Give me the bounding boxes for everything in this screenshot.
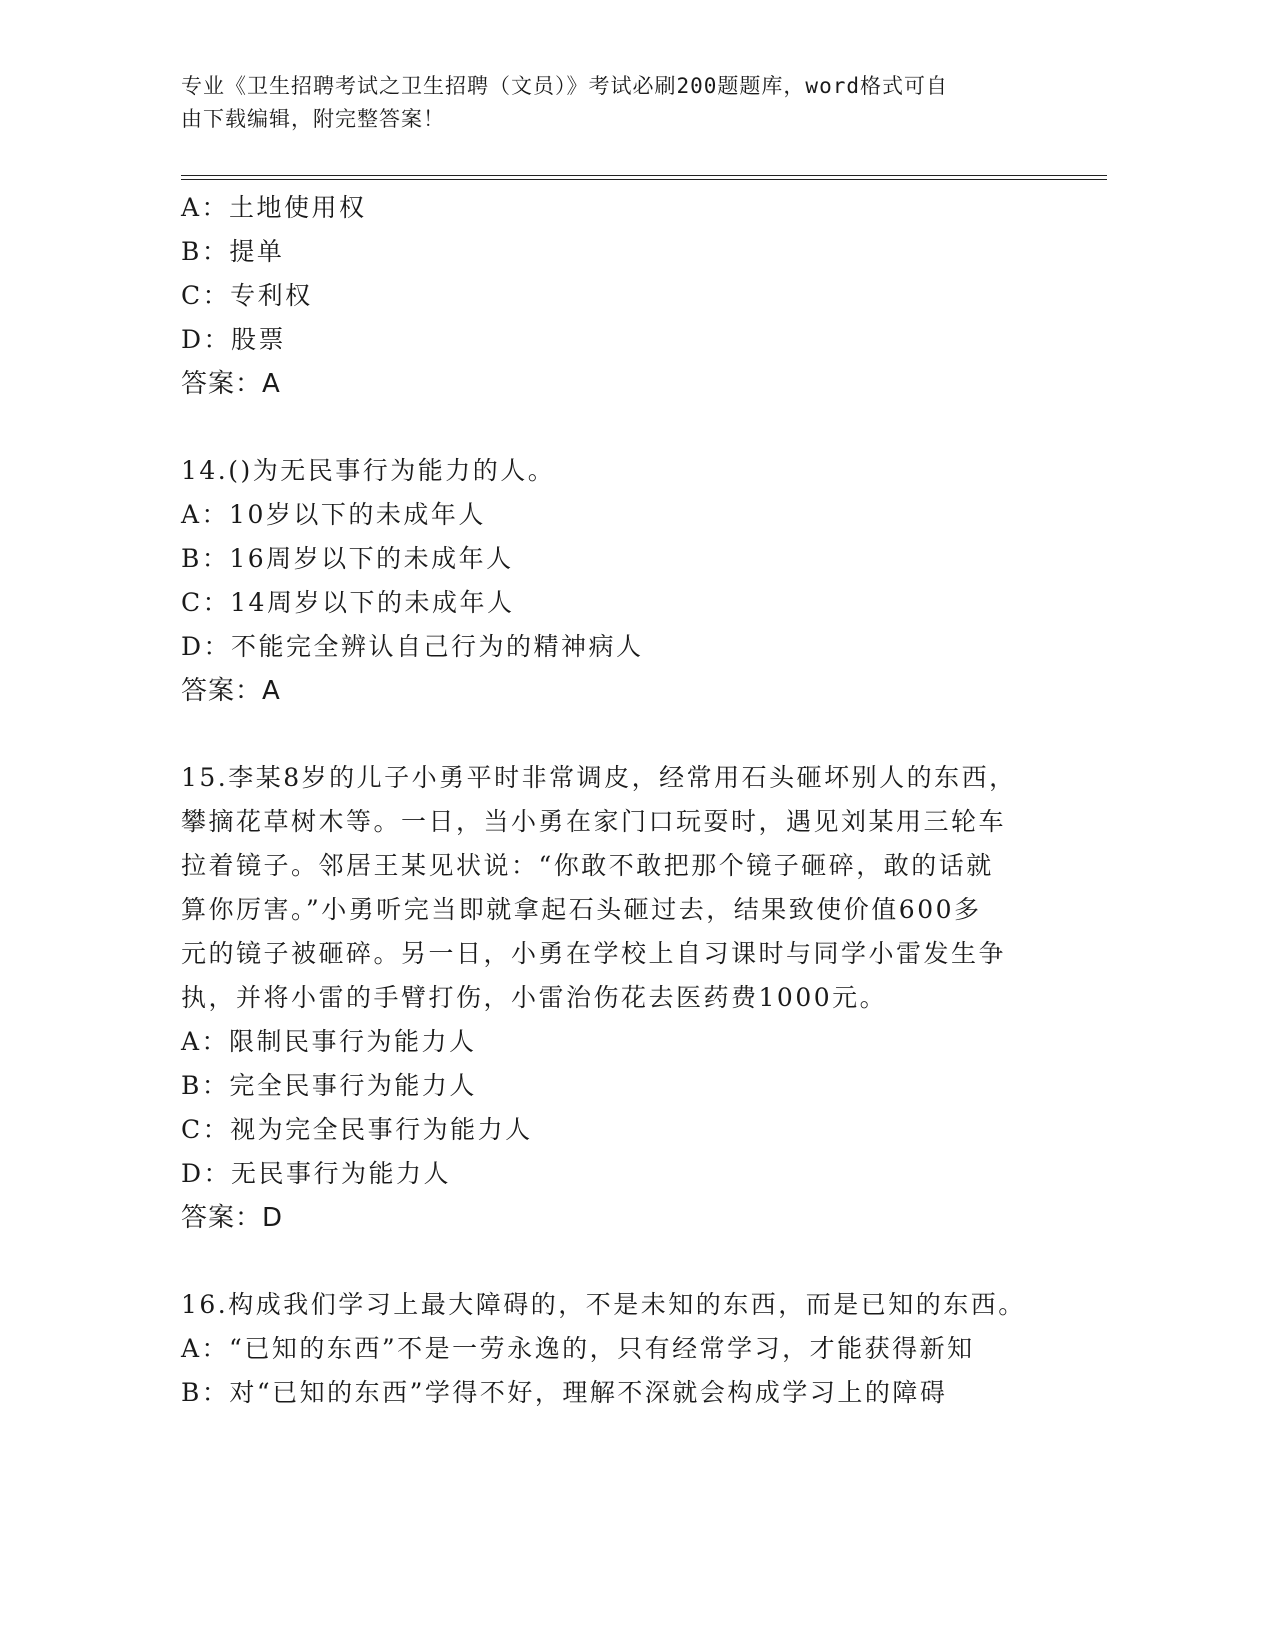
question-stem-line: 算你厉害。”小勇听完当即就拿起石头砸过去，结果致使价值600多 bbox=[181, 895, 982, 924]
answer: 答案：A bbox=[181, 369, 281, 399]
option-a: A：土地使用权 bbox=[181, 193, 367, 222]
question-16 bbox=[181, 1283, 1081, 1415]
option-c: C：视为完全民事行为能力人 bbox=[181, 1115, 533, 1144]
header-divider-thin bbox=[181, 175, 1107, 176]
question-stem: 14.()为无民事行为能力的人。 bbox=[181, 456, 556, 485]
question-stem: 16.构成我们学习上最大障碍的，不是未知的东西，而是已知的东西。 bbox=[181, 1290, 1026, 1319]
option-b: B：提单 bbox=[181, 237, 285, 266]
question-14 bbox=[181, 449, 1081, 713]
option-a: A：“已知的东西”不是一劳永逸的，只有经常学习，才能获得新知 bbox=[181, 1334, 975, 1363]
option-a: A：限制民事行为能力人 bbox=[181, 1027, 477, 1056]
question-15 bbox=[181, 756, 1081, 1240]
option-a: A：10岁以下的未成年人 bbox=[181, 500, 486, 529]
option-c: C：14周岁以下的未成年人 bbox=[181, 588, 515, 617]
header-divider-thick bbox=[181, 179, 1107, 180]
question-13 bbox=[181, 186, 1081, 406]
option-b: B：完全民事行为能力人 bbox=[181, 1071, 477, 1100]
question-stem-line: 执，并将小雷的手臂打伤，小雷治伤花去医药费1000元。 bbox=[181, 983, 888, 1012]
question-stem-line: 拉着镜子。邻居王某见状说：“你敢不敢把那个镜子砸碎，敢的话就 bbox=[181, 851, 994, 880]
option-d: D：不能完全辨认自己行为的精神病人 bbox=[181, 632, 644, 661]
option-c: C：专利权 bbox=[181, 281, 313, 310]
question-list bbox=[181, 186, 1081, 1415]
document-header bbox=[181, 70, 1031, 136]
option-d: D：无民事行为能力人 bbox=[181, 1159, 452, 1188]
option-b: B：对“已知的东西”学得不好，理解不深就会构成学习上的障碍 bbox=[181, 1378, 948, 1407]
header-line-2: 由下载编辑，附完整答案！ bbox=[181, 107, 445, 131]
question-stem-line: 元的镜子被砸碎。另一日，小勇在学校上自习课时与同学小雷发生争 bbox=[181, 939, 1007, 968]
answer: 答案：D bbox=[181, 1203, 284, 1233]
header-line-1: 专业《卫生招聘考试之卫生招聘（文员）》考试必刷200题题库，word格式可自 bbox=[181, 74, 948, 98]
question-stem-line: 攀摘花草树木等。一日，当小勇在家门口玩耍时，遇见刘某用三轮车 bbox=[181, 807, 1007, 836]
question-stem-line: 15.李某8岁的儿子小勇平时非常调皮，经常用石头砸坏别人的东西， bbox=[181, 763, 1017, 792]
option-b: B：16周岁以下的未成年人 bbox=[181, 544, 514, 573]
answer: 答案：A bbox=[181, 676, 281, 706]
option-d: D：股票 bbox=[181, 325, 287, 354]
